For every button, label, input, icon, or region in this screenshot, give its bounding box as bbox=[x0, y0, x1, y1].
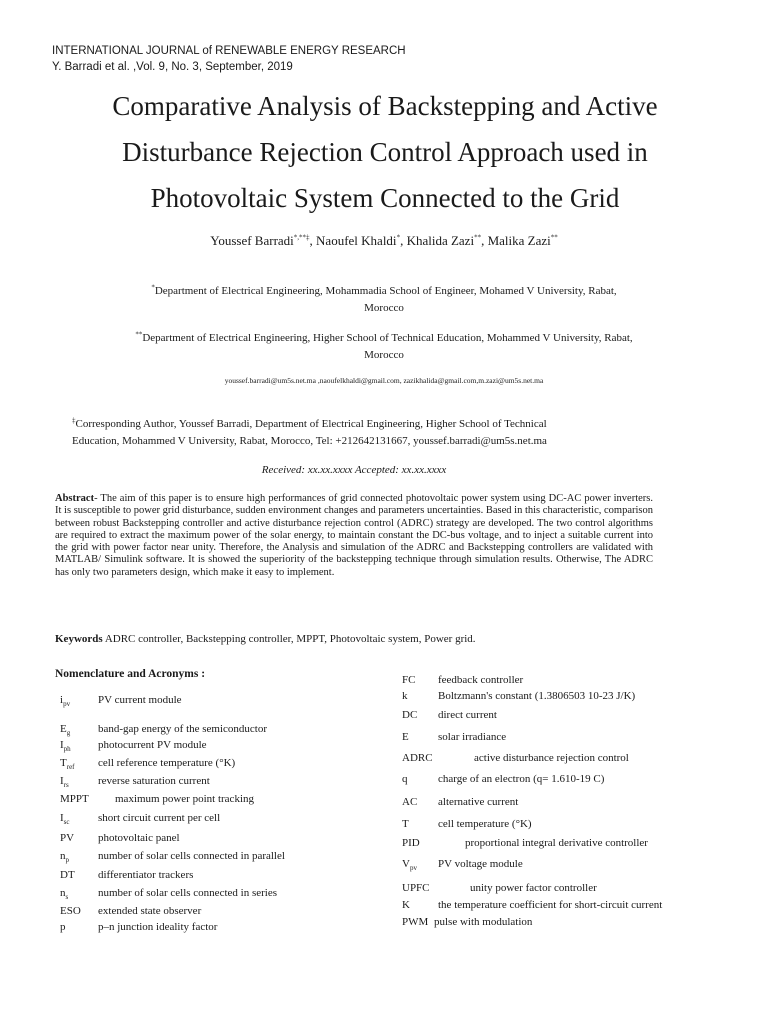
nomenclature-description: reverse saturation current bbox=[98, 775, 210, 787]
nomenclature-item bbox=[60, 869, 194, 881]
nomenclature-symbol: FC bbox=[402, 674, 416, 686]
nomenclature-item bbox=[402, 882, 597, 894]
nomenclature-description: p–n junction ideality factor bbox=[98, 921, 218, 933]
nomenclature-symbol: T bbox=[402, 818, 409, 830]
affiliation-country: Morocco bbox=[364, 349, 404, 361]
nomenclature-description: unity power factor controller bbox=[470, 882, 597, 894]
nomenclature-symbol: PV bbox=[60, 832, 75, 844]
nomenclature-symbol: $I_{sc}$ bbox=[60, 812, 70, 827]
author-name: , Naoufel Khaldi bbox=[309, 233, 397, 248]
nomenclature-item bbox=[402, 752, 629, 764]
nomenclature-subscript: ph bbox=[63, 745, 71, 754]
nomenclature-title: Nomenclature and Acronyms : bbox=[55, 668, 206, 680]
nomenclature-symbol: MPPT bbox=[60, 793, 89, 805]
nomenclature-description: photocurrent PV module bbox=[98, 739, 207, 751]
nomenclature-symbol: k bbox=[402, 690, 408, 702]
received-dates: Received: xx.xx.xxxx Accepted: xx.xx.xxxx bbox=[261, 464, 447, 476]
nomenclature-subscript: pv bbox=[409, 864, 417, 873]
abstract-label: Abstract bbox=[55, 493, 95, 504]
abstract-text: - The aim of this paper is to ensure high performances of grid connected photovoltaic power system using DC-AC power inverters. It is susceptible to power grid disturbance, sudden environment changes and parameters uncertainties. Based in this characteristic, comparison between robust Backstepping controller and active disturbance rejection control (ADRC) strategy are developed. The two control algorithms are required to extract the maximum power of the solar energy, to maintain constant the DC-bus voltage, and to inject a suitable current into the grid with power factor near unity. Therefore, the Analysis and simulation of the ADRC and Backstepping controllers are validated with MATLAB/ Simulink software. It is showed the superiority of the backstepping technique through simulation results. Otherwise, The ADRC has only two parameters design, which make it easy to implement. bbox=[55, 493, 653, 578]
nomenclature-description: feedback controller bbox=[438, 674, 524, 686]
nomenclature-item bbox=[402, 796, 519, 808]
nomenclature-subscript: ref bbox=[66, 763, 75, 772]
nomenclature-description: differentiator trackers bbox=[98, 869, 194, 881]
nomenclature-description: the temperature coefficient for short-circuit current bbox=[438, 899, 663, 911]
nomenclature-description: photovoltaic panel bbox=[98, 832, 180, 844]
nomenclature-description: proportional integral derivative controller bbox=[465, 837, 648, 849]
affiliation-1 bbox=[60, 283, 708, 317]
nomenclature-symbol: AC bbox=[402, 796, 418, 808]
nomenclature-item bbox=[402, 690, 636, 702]
nomenclature-item bbox=[402, 837, 648, 849]
nomenclature-symbol: $n_p$ bbox=[60, 850, 69, 865]
nomenclature-item bbox=[60, 887, 277, 902]
nomenclature-description: direct current bbox=[438, 709, 497, 721]
paper-title bbox=[40, 83, 730, 221]
nomenclature-description: alternative current bbox=[438, 796, 519, 808]
nomenclature-description: band-gap energy of the semiconductor bbox=[98, 723, 268, 735]
nomenclature-item bbox=[60, 775, 210, 790]
nomenclature-symbol: K bbox=[402, 899, 410, 911]
nomenclature-item bbox=[60, 739, 207, 754]
affiliation-2 bbox=[60, 330, 708, 364]
author-name: Youssef Barradi bbox=[210, 233, 294, 248]
nomenclature-symbol: $I_{rs}$ bbox=[60, 775, 69, 790]
nomenclature-item bbox=[402, 818, 532, 830]
title-line-2: Disturbance Rejection Control Approach used in bbox=[122, 137, 648, 167]
affiliation-text: Department of Electrical Engineering, Higher School of Technical Education, Mohammed V University, Rabat, bbox=[142, 332, 633, 344]
nomenclature-symbol: E bbox=[402, 731, 409, 743]
nomenclature-item bbox=[402, 916, 533, 928]
title-line-1: Comparative Analysis of Backstepping and Active bbox=[112, 91, 658, 121]
nomenclature-item bbox=[402, 899, 663, 911]
nomenclature-item bbox=[60, 757, 236, 772]
nomenclature-item bbox=[402, 773, 605, 785]
corresponding-author bbox=[72, 416, 696, 450]
nomenclature-symbol: $E_g$ bbox=[60, 723, 71, 738]
keywords-label: Keywords bbox=[55, 633, 103, 645]
keywords bbox=[55, 633, 476, 645]
author-mark: ** bbox=[550, 233, 558, 242]
author-list bbox=[0, 233, 768, 249]
nomenclature-description: charge of an electron (q= 1.610-19 C) bbox=[438, 773, 605, 785]
author-mark: ** bbox=[474, 233, 482, 242]
nomenclature-description: number of solar cells connected in series bbox=[98, 887, 277, 899]
nomenclature-subscript: pv bbox=[63, 700, 71, 709]
corresponding-line-1: Corresponding Author, Youssef Barradi, Department of Electrical Engineering, Higher School of Technical bbox=[75, 418, 547, 430]
nomenclature-description: extended state observer bbox=[98, 905, 202, 917]
nomenclature-item bbox=[60, 921, 218, 933]
nomenclature-symbol: PID bbox=[402, 837, 420, 849]
nomenclature-description: PV voltage module bbox=[438, 858, 523, 870]
nomenclature-symbol: $V_{pv}$ bbox=[402, 858, 417, 873]
nomenclature-description: PV current module bbox=[98, 694, 182, 706]
nomenclature-subscript: s bbox=[65, 893, 69, 902]
nomenclature-description: number of solar cells connected in parallel bbox=[98, 850, 285, 862]
nomenclature-symbol: $i_{pv}$ bbox=[60, 694, 71, 709]
nomenclature-description: cell temperature (°K) bbox=[438, 818, 532, 830]
nomenclature-subscript: rs bbox=[63, 781, 69, 790]
nomenclature-symbol: q bbox=[402, 773, 408, 785]
nomenclature-symbol: $I_{ph}$ bbox=[60, 739, 71, 754]
nomenclature-symbol: ADRC bbox=[402, 752, 433, 764]
nomenclature-symbol: ESO bbox=[60, 905, 81, 917]
affiliation-country: Morocco bbox=[364, 302, 404, 314]
nomenclature-symbol: UPFC bbox=[402, 882, 430, 894]
abstract bbox=[55, 493, 653, 579]
nomenclature-subscript: p bbox=[65, 856, 69, 865]
nomenclature-item bbox=[60, 694, 182, 709]
nomenclature-description: short circuit current per cell bbox=[98, 812, 221, 824]
nomenclature-description: maximum power point tracking bbox=[115, 793, 254, 805]
author-emails: youssef.barradi@um5s.net.ma ,naoufelkhaldi@gmail.com, zazikhalida@gmail.com,m.zazi@um5s.net.ma bbox=[224, 376, 544, 385]
nomenclature-symbol: DT bbox=[60, 869, 75, 881]
nomenclature-symbol: PWM bbox=[402, 916, 429, 928]
nomenclature-item bbox=[60, 850, 285, 865]
nomenclature-description: Boltzmann's constant (1.3806503 10-23 J/K) bbox=[438, 690, 636, 702]
nomenclature-item bbox=[60, 905, 202, 917]
nomenclature-symbol: $n_s$ bbox=[60, 887, 69, 902]
nomenclature-subscript: g bbox=[66, 729, 71, 738]
nomenclature-symbol: $T_{ref}$ bbox=[60, 757, 75, 772]
nomenclature-item bbox=[402, 709, 497, 721]
nomenclature-item bbox=[60, 793, 254, 805]
nomenclature-item bbox=[60, 812, 221, 827]
nomenclature-item bbox=[402, 674, 524, 686]
nomenclature-description: pulse with modulation bbox=[434, 916, 533, 928]
journal-citation: Y. Barradi et al. ,Vol. 9, No. 3, September, 2019 bbox=[52, 61, 293, 73]
author-name: , Khalida Zazi bbox=[400, 233, 475, 248]
nomenclature-item bbox=[60, 723, 268, 738]
author-name: , Malika Zazi bbox=[481, 233, 551, 248]
journal-header bbox=[52, 43, 406, 75]
title-line-3: Photovoltaic System Connected to the Grid bbox=[150, 183, 620, 213]
corresponding-mark: ‡ bbox=[72, 416, 76, 425]
affiliation-mark: ** bbox=[135, 330, 143, 339]
journal-name: INTERNATIONAL JOURNAL of RENEWABLE ENERGY RESEARCH bbox=[52, 45, 406, 57]
author-mark: *,**‡ bbox=[293, 233, 310, 242]
nomenclature-item bbox=[402, 731, 507, 743]
affiliation-mark: * bbox=[151, 283, 155, 292]
nomenclature-item bbox=[60, 832, 180, 844]
author-mark: * bbox=[396, 233, 401, 242]
corresponding-line-2: Education, Mohammed V University, Rabat, Morocco, Tel: +212642131667, youssef.barradi@um5s.net.ma bbox=[72, 435, 547, 447]
nomenclature-subscript: sc bbox=[63, 818, 70, 827]
nomenclature-description: active disturbance rejection control bbox=[474, 752, 629, 764]
nomenclature-description: cell reference temperature (°K) bbox=[98, 757, 236, 769]
nomenclature-symbol: DC bbox=[402, 709, 418, 721]
nomenclature-symbol: p bbox=[60, 921, 66, 933]
affiliation-text: Department of Electrical Engineering, Mohammadia School of Engineer, Mohamed V University, Rabat, bbox=[154, 285, 617, 297]
nomenclature-description: solar irradiance bbox=[438, 731, 507, 743]
nomenclature-item bbox=[402, 858, 523, 873]
keywords-text: ADRC controller, Backstepping controller, MPPT, Photovoltaic system, Power grid. bbox=[102, 633, 476, 645]
